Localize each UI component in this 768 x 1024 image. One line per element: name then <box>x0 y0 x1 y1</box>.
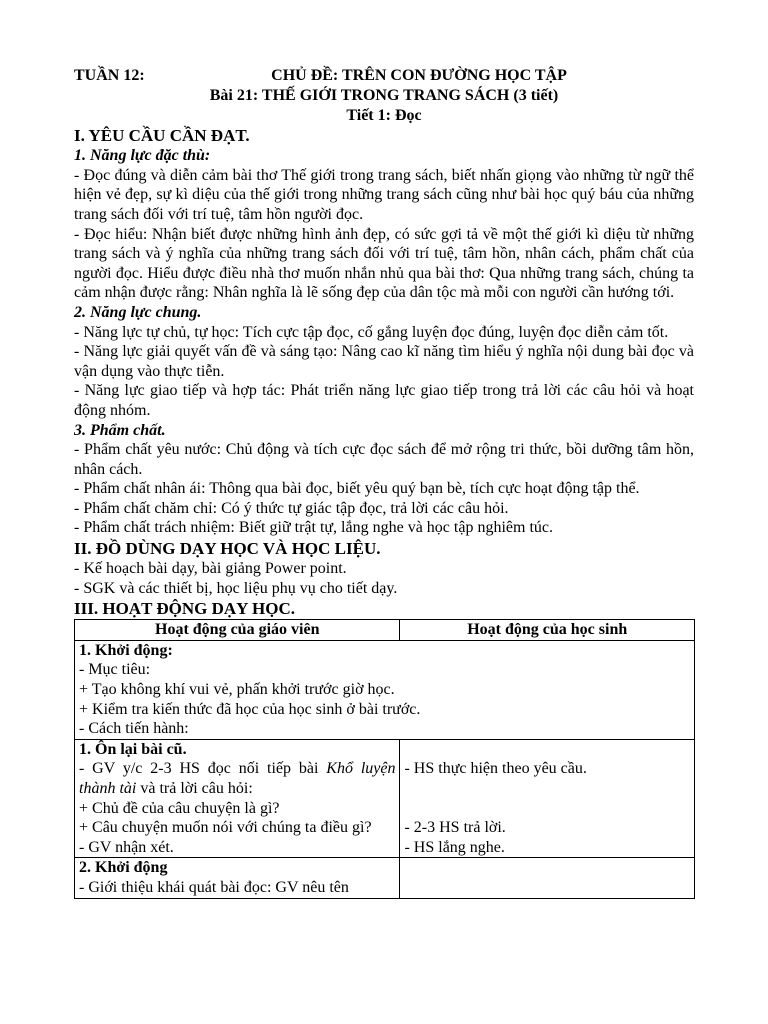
topic-title: CHỦ ĐỀ: TRÊN CON ĐƯỜNG HỌC TẬP <box>271 67 567 84</box>
table-row <box>75 739 695 858</box>
warmup-line: + Tạo không khí vui vẻ, phấn khởi trước giờ học. <box>79 681 395 699</box>
paragraph: - Đọc đúng và diễn cảm bài thơ Thế giới trong trang sách, biết nhấn giọng vào những từ ngữ thể hiện vẻ đẹp, sự kì diệu của thế giới trong những trang sách cũng như bài học quý báu của những trang sách đối với trí tuệ, tâm hồn người đọc. <box>74 166 694 223</box>
period-title: Tiết 1: Đọc <box>346 106 422 124</box>
warmup-title: 1. Khởi động: <box>79 641 173 659</box>
paragraph: - Kế hoạch bài dạy, bài giảng Power point. <box>74 560 347 578</box>
paragraph: - Phẩm chất nhân ái: Thông qua bài đọc, biết yêu quý bạn bè, tích cực hoạt động tập thể. <box>74 480 640 498</box>
table-row <box>75 858 695 898</box>
subsection-3-heading: 3. Phẩm chất. <box>74 421 166 439</box>
review-question: + Chủ đề của câu chuyện là gì? <box>79 799 280 817</box>
section-3-heading: III. HOẠT ĐỘNG DẠY HỌC. <box>74 599 296 619</box>
warmup-cell <box>75 640 695 739</box>
review-comment: - GV nhận xét. <box>79 838 174 856</box>
paragraph: - Năng lực tự chủ, tự học: Tích cực tập đọc, cố gắng luyện đọc đúng, luyện đọc diễn cảm tốt. <box>74 323 669 341</box>
review-title: 1. Ôn lại bài cũ. <box>79 740 187 758</box>
section-2-heading: II. ĐỒ DÙNG DẠY HỌC VÀ HỌC LIỆU. <box>74 539 381 559</box>
warmup-line: - Cách tiến hành: <box>79 720 189 738</box>
paragraph: - Năng lực giao tiếp và hợp tác: Phát triển năng lực giao tiếp trong trả lời các câu hỏi và hoạt động nhóm. <box>74 382 694 419</box>
review-question: + Câu chuyện muốn nói với chúng ta điều gì? <box>79 819 372 837</box>
student-response: - 2-3 HS trả lời. <box>404 819 506 837</box>
student-response: - HS lắng nghe. <box>404 838 505 856</box>
teacher-review-cell <box>75 739 400 858</box>
teacher-start-cell <box>75 858 400 898</box>
header-row <box>74 66 694 86</box>
teacher-column-header: Hoạt động của giáo viên <box>75 620 400 641</box>
paragraph: - SGK và các thiết bị, học liệu phụ vụ cho tiết dạy. <box>74 579 398 597</box>
table-row <box>75 640 695 739</box>
paragraph: - Năng lực giải quyết vấn đề và sáng tạo: Nâng cao kĩ năng tìm hiểu ý nghĩa nội dung bài đọc và vận dụng vào thực tiễn. <box>74 343 694 380</box>
subsection-2-heading: 2. Năng lực chung. <box>74 303 202 321</box>
subsection-1-heading: 1. Năng lực đặc thù: <box>74 147 211 165</box>
paragraph: - Phẩm chất trách nhiệm: Biết giữ trật tự, lắng nghe và học tập nghiêm túc. <box>74 519 553 537</box>
student-start-cell <box>400 858 695 898</box>
paragraph: - Phẩm chất chăm chỉ: Có ý thức tự giác tập đọc, trả lời các câu hỏi. <box>74 499 509 517</box>
document-page <box>74 66 694 899</box>
warmup-line: - Mục tiêu: <box>79 661 151 679</box>
student-response: - HS thực hiện theo yêu cầu. <box>404 760 587 778</box>
review-instruction: - GV y/c 2-3 HS đọc nối tiếp bài Khổ luyện thành tài và trả lời câu hỏi: <box>79 760 396 797</box>
student-column-header: Hoạt động của học sinh <box>400 620 695 641</box>
paragraph: - Đọc hiểu: Nhận biết được những hình ảnh đẹp, có sức gợi tả về một thế giới kì diệu từ những trang sách và ý nghĩa của những trang sách đối với trí tuệ, tâm hồn, nhân cách, phẩm chất của người đọc. Hiểu được điều nhà thơ muốn nhắn nhủ qua bài thơ: Qua những trang sách, chúng ta cảm nhận được rằng: Nhân nghĩa là lẽ sống đẹp của dân tộc mà mỗi con người cần hướng tới. <box>74 225 694 302</box>
warmup-line: + Kiểm tra kiến thức đã học của học sinh ở bài trước. <box>79 700 421 718</box>
lesson-title: Bài 21: THẾ GIỚI TRONG TRANG SÁCH (3 tiết) <box>209 87 559 104</box>
start-title: 2. Khởi động <box>79 859 168 877</box>
week-label: TUẦN 12: <box>74 67 145 84</box>
paragraph: - Phẩm chất yêu nước: Chủ động và tích cực đọc sách để mở rộng tri thức, bồi dưỡng tâm hồn, nhân cách. <box>74 441 694 478</box>
section-1-heading: I. YÊU CẦU CẦN ĐẠT. <box>74 126 250 146</box>
table-header-row <box>75 620 695 641</box>
student-review-cell <box>400 739 695 858</box>
start-line: - Giới thiệu khái quát bài đọc: GV nêu tên <box>79 878 349 896</box>
activities-table <box>74 619 695 898</box>
